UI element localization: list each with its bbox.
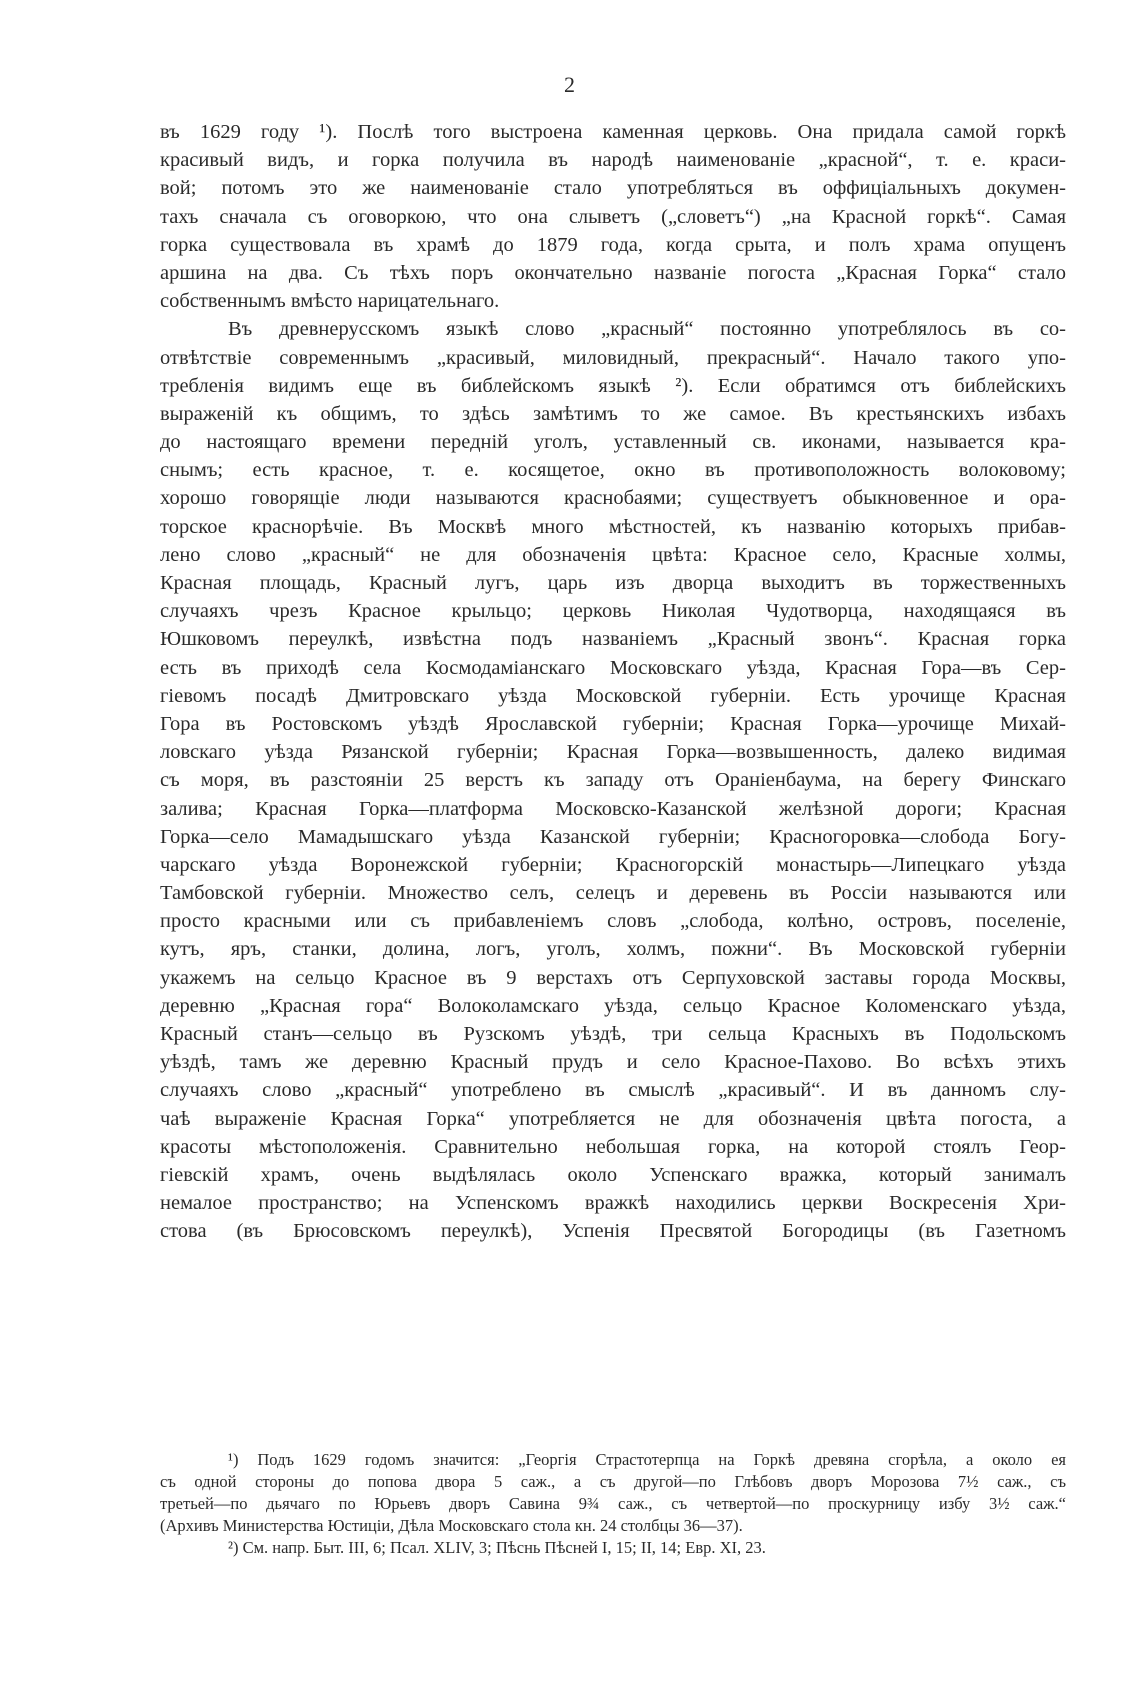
- paragraph-1: [160, 118, 1066, 315]
- text-line: тахъ сначала съ оговоркою, что она слыветъ („словетъ“) „на Красной горкѣ“. Самая: [160, 205, 1066, 228]
- footnote-2-line: ²) См. напр. Быт. III, 6; Псал. XLIV, 3; Пѣснь Пѣсней I, 15; II, 14; Евр. XI, 23.: [228, 1538, 766, 1557]
- text-line: требленія видимъ еще въ библейскомъ языкѣ ²). Если обратимся отъ библейскихъ: [160, 374, 1066, 397]
- text-line: Горка—село Мамадышскаго уѣзда Казанской губерніи; Красногоровка—слобода Богу-: [160, 825, 1066, 848]
- footnote-1-line: съ одной стороны до попова двора 5 саж., а съ другой—по Глѣбовъ дворъ Морозова 7½ саж., съ: [160, 1472, 1066, 1491]
- footnote-1-line: (Архивъ Министерства Юстиціи, Дѣла Московскаго стола кн. 24 столбцы 36—37).: [160, 1516, 743, 1535]
- text-line: до настоящаго времени передній уголъ, уставленный св. иконами, называется кра-: [160, 431, 1066, 454]
- text-line: Гора въ Ростовскомъ уѣздѣ Ярославской губерніи; Красная Горка—урочище Михай-: [160, 712, 1066, 735]
- text-line: торское краснорѣчіе. Въ Москвѣ много мѣстностей, къ названію которыхъ прибав-: [160, 515, 1066, 538]
- footnote-1-line: ¹) Подъ 1629 годомъ значится: „Георгія Страстотерпца на Горкѣ древяна сгорѣла, а около ея: [228, 1450, 1066, 1469]
- text-line: Юшковомъ переулкѣ, извѣстна подъ названіемъ „Красный звонъ“. Красная горка: [160, 628, 1066, 651]
- text-line: гіевомъ посадѣ Дмитровскаго уѣзда Московской губерніи. Есть урочище Красная: [160, 684, 1066, 707]
- text-line: снымъ; есть красное, т. е. косящетое, окно въ противоположность волоковому;: [160, 459, 1066, 482]
- text-line: уѣздѣ, тамъ же деревню Красный прудъ и село Красное-Пахово. Во всѣхъ этихъ: [160, 1051, 1066, 1074]
- text-line: отвѣтствіе современнымъ „красивый, миловидный, прекрасный“. Начало такого упо-: [160, 346, 1066, 369]
- text-line: красивый видъ, и горка получила въ народѣ наименованіе „красной“, т. е. краси-: [160, 149, 1066, 172]
- text-line: немалое пространство; на Успенскомъ вражкѣ находились церкви Воскресенія Хри-: [160, 1192, 1066, 1215]
- text-line: кутъ, яръ, станки, долина, логъ, уголъ, холмъ, пожни“. Въ Московской губерніи: [160, 938, 1066, 961]
- footnote-1-line: третьей—по дьячаго по Юрьевъ дворъ Савина 9¾ саж., съ четвертой—по проскурницу избу 3½ саж.“: [160, 1494, 1066, 1513]
- text-line: залива; Красная Горка—платформа Московско-Казанской желѣзной дороги; Красная: [160, 797, 1066, 820]
- text-line: Красная площадь, Красный лугъ, царь изъ дворца выходитъ въ торжественныхъ: [160, 572, 1066, 594]
- text-line: Красный станъ—сельцо въ Рузскомъ уѣздѣ, три сельца Красныхъ въ Подольскомъ: [160, 1023, 1066, 1045]
- text-line: случаяхъ слово „красный“ употреблено въ смыслѣ „красивый“. И въ данномъ слу-: [160, 1079, 1066, 1102]
- text-line: гіевскій храмъ, очень выдѣлялась около Успенскаго вражка, который занималъ: [160, 1163, 1066, 1186]
- text-line: красоты мѣстоположенія. Сравнительно небольшая горка, на которой стоялъ Геор-: [160, 1135, 1066, 1158]
- paragraph-2: [160, 315, 1066, 1245]
- footnotes: [160, 1449, 1066, 1559]
- text-line: укажемъ на сельцо Красное въ 9 верстахъ отъ Серпуховской заставы города Москвы,: [160, 966, 1066, 989]
- page-number: 2: [564, 72, 576, 97]
- text-line: Тамбовской губерніи. Множество селъ, селецъ и деревень въ Россіи называются или: [160, 882, 1066, 905]
- text-line: случаяхъ чрезъ Красное крыльцо; церковь Николая Чудотворца, находящаяся въ: [160, 600, 1066, 623]
- text-line: хорошо говорящіе люди называются краснобаями; существуетъ обыкновенное и ора-: [160, 487, 1066, 510]
- text-line: вой; потомъ это же наименованіе стало употребляться въ оффиціальныхъ докумен-: [160, 177, 1066, 200]
- text-line: аршина на два. Съ тѣхъ поръ окончательно названіе погоста „Красная Горка“ стало: [160, 261, 1066, 284]
- text-line: чаѣ выраженіе Красная Горка“ употребляется не для обозначенія цвѣта погоста, а: [160, 1107, 1066, 1130]
- text-line: выраженій къ общимъ, то здѣсь замѣтимъ то же самое. Въ крестьянскихъ избахъ: [160, 402, 1066, 425]
- text-line: съ моря, въ разстояніи 25 верстъ къ западу отъ Ораніенбаума, на берегу Финскаго: [160, 769, 1066, 792]
- text-line: въ 1629 году ¹). Послѣ того выстроена каменная церковь. Она придала самой горкѣ: [160, 121, 1066, 143]
- text-line: Въ древнерусскомъ языкѣ слово „красный“ постоянно употреблялось въ со-: [228, 318, 1066, 341]
- text-line: просто красными или съ прибавленіемъ словъ „слобода, колѣно, островъ, поселеніе,: [160, 910, 1066, 933]
- text-line: ловскаго уѣзда Рязанской губерніи; Красная Горка—возвышенность, далеко видимая: [160, 741, 1066, 764]
- body-text: [160, 118, 1066, 1246]
- text-line: собственнымъ вмѣсто нарицательнаго.: [160, 290, 500, 313]
- text-line: лено слово „красный“ не для обозначенія цвѣта: Красное село, Красные холмы,: [160, 543, 1066, 566]
- text-line: есть въ приходѣ села Космодаміанскаго Московскаго уѣзда, Красная Гора—въ Сер-: [160, 656, 1066, 679]
- text-line: деревню „Красная гора“ Волоколамскаго уѣзда, сельцо Красное Коломенскаго уѣзда,: [160, 994, 1066, 1017]
- text-line: горка существовала въ храмѣ до 1879 года, когда срыта, и полъ храма опущенъ: [160, 233, 1066, 256]
- text-line: стова (въ Брюсовскомъ переулкѣ), Успенія Пресвятой Богородицы (въ Газетномъ: [160, 1220, 1066, 1243]
- text-line: чарскаго уѣзда Воронежской губерніи; Красногорскій монастырь—Липецкаго уѣзда: [160, 853, 1066, 876]
